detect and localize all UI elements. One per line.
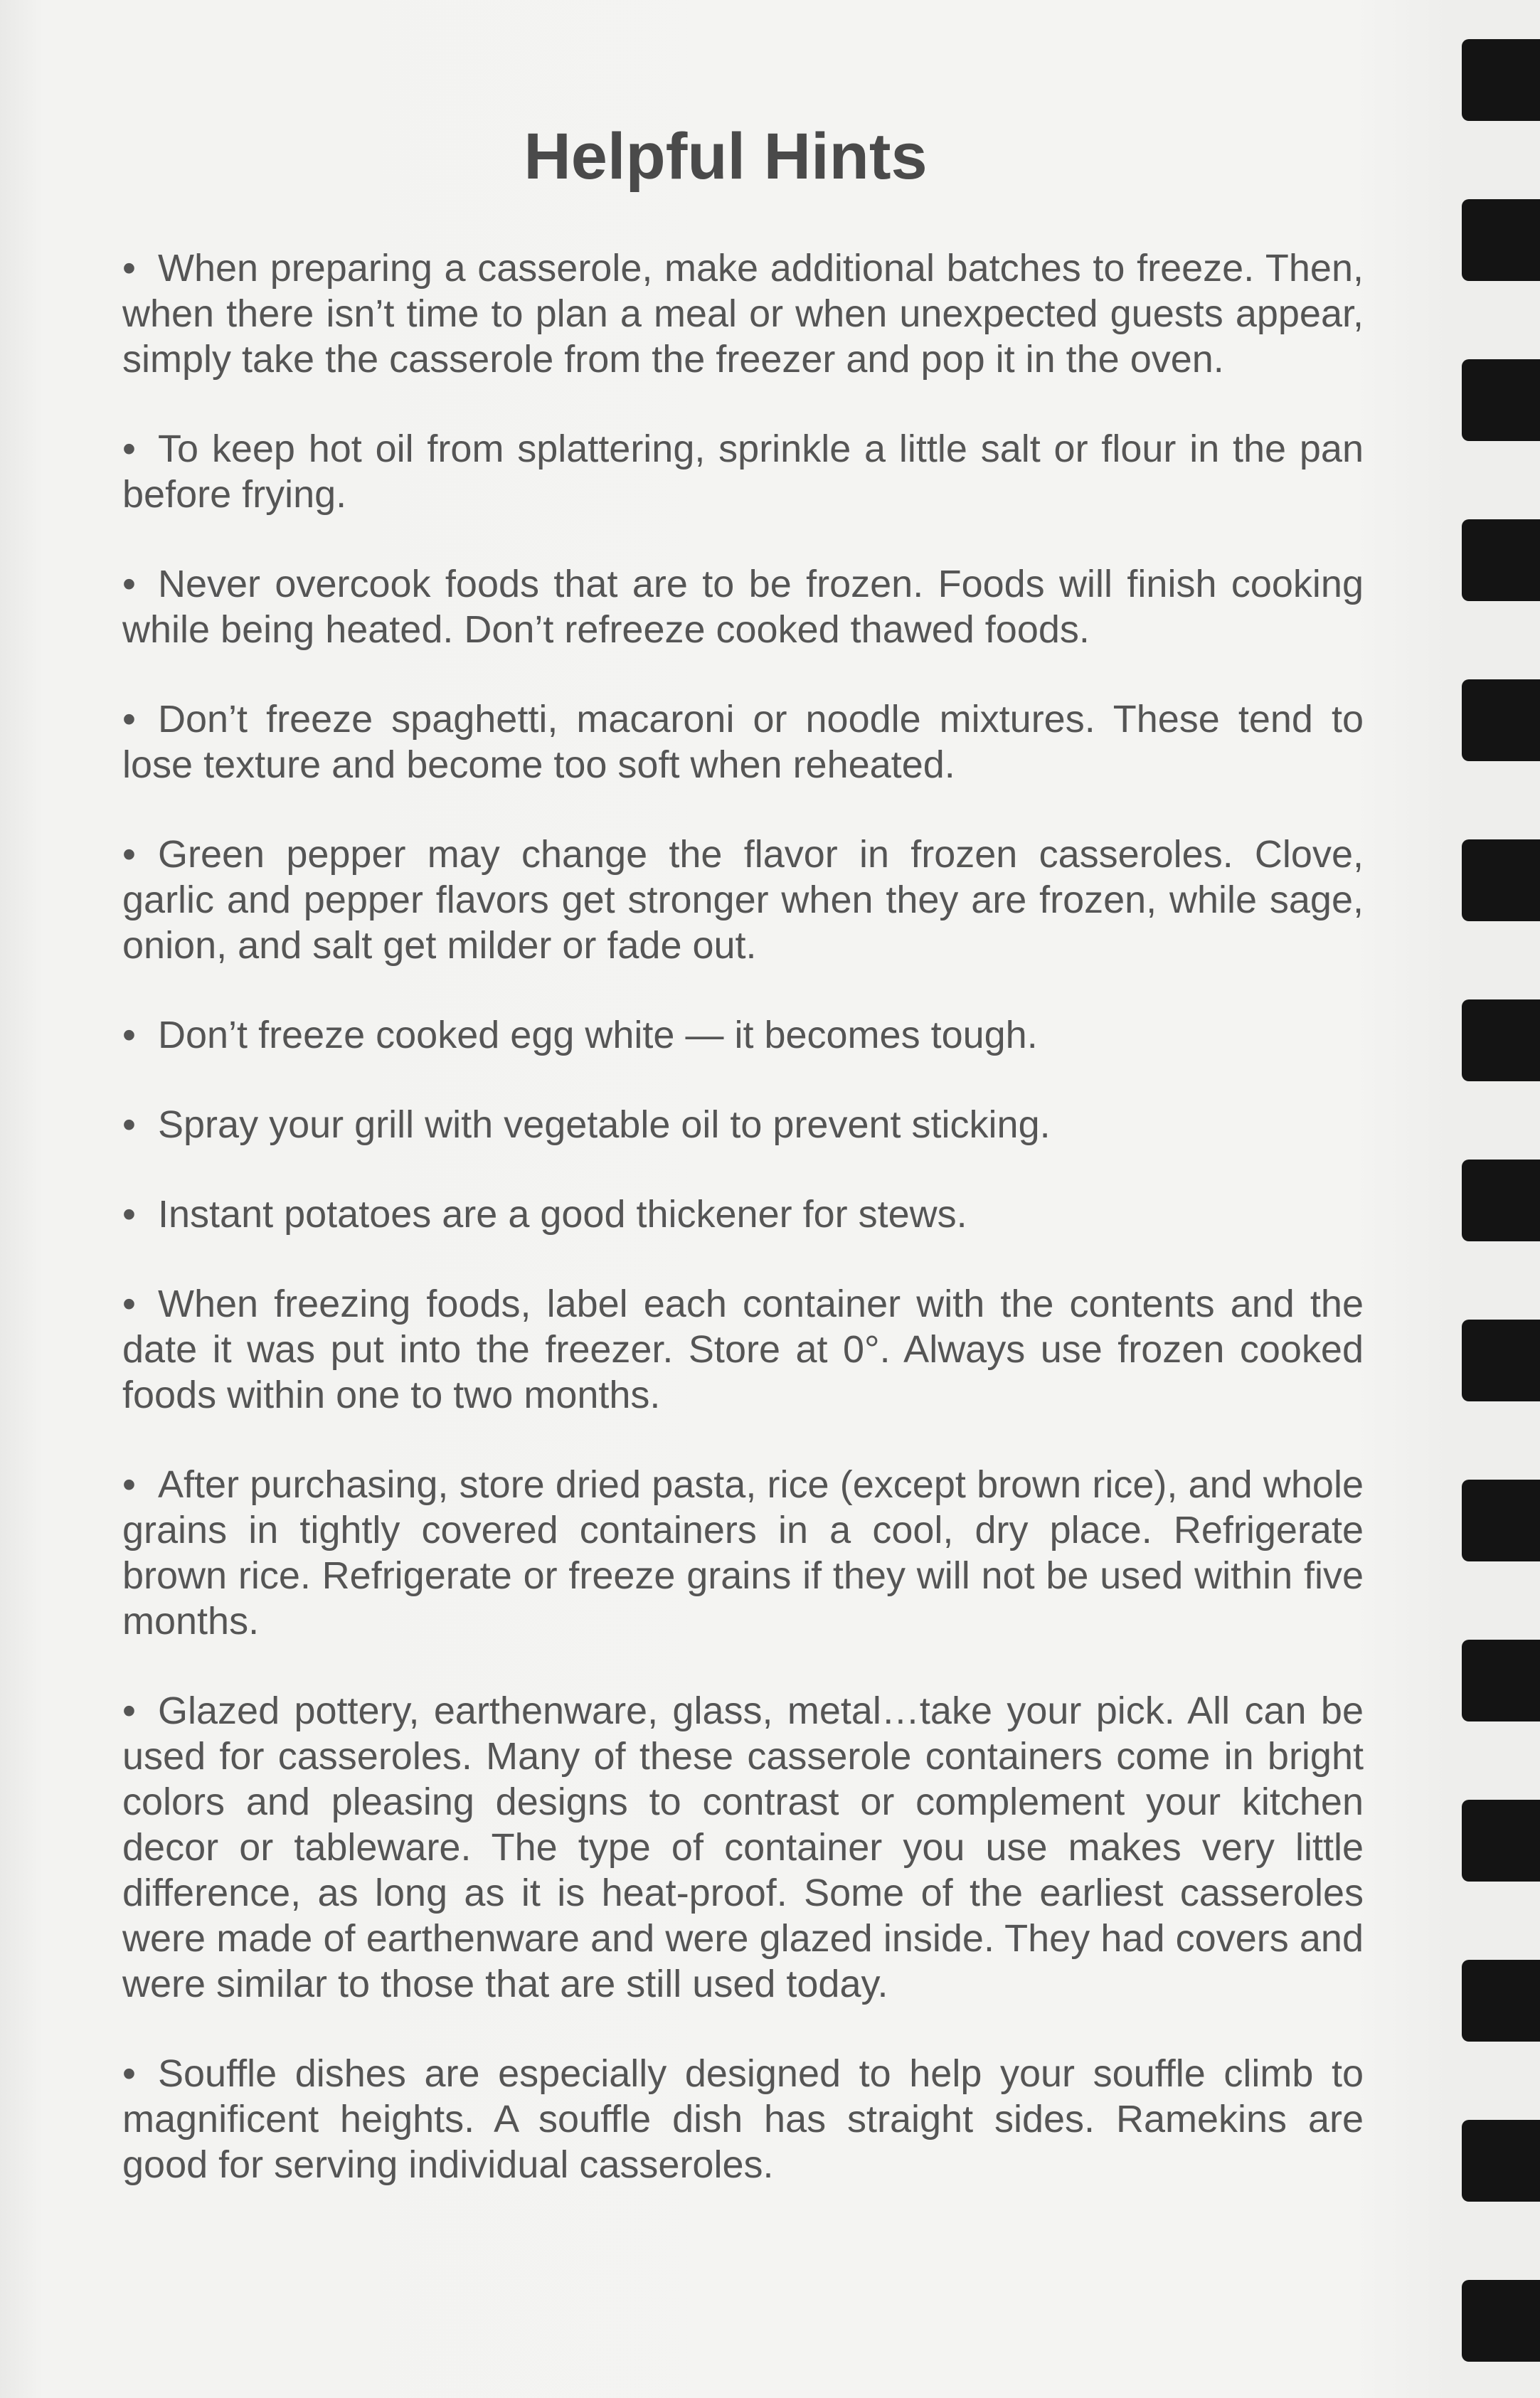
hint-item bbox=[122, 1281, 1364, 1418]
binding-hole bbox=[1462, 1640, 1540, 1721]
hint-item bbox=[122, 1102, 1364, 1147]
binding-hole bbox=[1462, 1320, 1540, 1401]
hint-text: Spray your grill with vegetable oil to prevent sticking. bbox=[158, 1103, 1051, 1146]
hint-text: Instant potatoes are a good thickener for stews. bbox=[158, 1193, 967, 1236]
hint-text: Don’t freeze cooked egg white — it becomes tough. bbox=[158, 1014, 1038, 1056]
hint-item bbox=[122, 832, 1364, 968]
binding-hole bbox=[1462, 839, 1540, 921]
hint-item bbox=[122, 1688, 1364, 2007]
hint-text: Glazed pottery, earthenware, glass, metal…take your pick. All can be used for casseroles. Many of these casserole containers come in bright colors and pleasing designs to contrast or complement your kitchen decor or tableware. The type of container you use makes very little difference, as long as it is heat-proof. Some of the earliest casseroles were made of earthenware and were glazed inside. They had covers and were similar to those that are still used today. bbox=[122, 1689, 1364, 2005]
bullet: • bbox=[122, 1689, 136, 1732]
binding-hole bbox=[1462, 1960, 1540, 2042]
bullet: • bbox=[122, 428, 136, 470]
hint-item bbox=[122, 696, 1364, 787]
binding-hole bbox=[1462, 519, 1540, 601]
hint-text: When preparing a casserole, make additional batches to freeze. Then, when there isn’t time to plan a meal or when unexpected guests appear, simply take the casserole from the freezer and pop it in the oven. bbox=[122, 247, 1364, 381]
hint-text: Green pepper may change the flavor in frozen casseroles. Clove, garlic and pepper flavors get stronger when they are frozen, while sage, onion, and salt get milder or fade out. bbox=[122, 833, 1364, 967]
hint-text: Never overcook foods that are to be frozen. Foods will finish cooking while being heated. Don’t refreeze cooked thawed foods. bbox=[122, 563, 1364, 651]
bullet: • bbox=[122, 833, 136, 876]
hint-item bbox=[122, 1012, 1364, 1058]
bullet: • bbox=[122, 247, 136, 290]
hint-item bbox=[122, 245, 1364, 382]
binding-hole bbox=[1462, 39, 1540, 121]
hint-text: To keep hot oil from splattering, sprinkle a little salt or flour in the pan before frying. bbox=[122, 428, 1364, 516]
bullet: • bbox=[122, 698, 136, 741]
bullet: • bbox=[122, 1193, 136, 1236]
bullet: • bbox=[122, 2052, 136, 2095]
binding-hole bbox=[1462, 679, 1540, 761]
binding-hole bbox=[1462, 1800, 1540, 1882]
binding-hole bbox=[1462, 999, 1540, 1081]
hint-text: When freezing foods, label each container with the contents and the date it was put into the freezer. Store at 0°. Always use frozen cooked foods within one to two months. bbox=[122, 1283, 1364, 1416]
spiral-binding bbox=[1455, 39, 1540, 2387]
bullet: • bbox=[122, 1463, 136, 1506]
binding-hole bbox=[1462, 359, 1540, 441]
binding-hole bbox=[1462, 2280, 1540, 2362]
hint-text: After purchasing, store dried pasta, rice (except brown rice), and whole grains in tightly covered containers in a cool, dry place. Refrigerate brown rice. Refrigerate or freeze grains if they will not be used within five months. bbox=[122, 1463, 1364, 1643]
binding-hole bbox=[1462, 199, 1540, 281]
hint-item bbox=[122, 426, 1364, 517]
binding-hole bbox=[1462, 1480, 1540, 1561]
bullet: • bbox=[122, 1283, 136, 1325]
bullet: • bbox=[122, 1103, 136, 1146]
hint-item bbox=[122, 1462, 1364, 1644]
binding-hole bbox=[1462, 1160, 1540, 1241]
binding-hole bbox=[1462, 2120, 1540, 2202]
bullet: • bbox=[122, 563, 136, 605]
hint-text: Don’t freeze spaghetti, macaroni or noodle mixtures. These tend to lose texture and become too soft when reheated. bbox=[122, 698, 1364, 786]
hint-item bbox=[122, 561, 1364, 652]
bullet: • bbox=[122, 1014, 136, 1056]
hint-item bbox=[122, 1192, 1364, 1237]
hint-text: Souffle dishes are especially designed to help your souffle climb to magnificent heights. A souffle dish has straight sides. Ramekins are good for serving individual casseroles. bbox=[122, 2052, 1364, 2186]
page-title: Helpful Hints bbox=[524, 120, 928, 193]
hint-item bbox=[122, 2051, 1364, 2187]
hints-list bbox=[122, 245, 1364, 2232]
